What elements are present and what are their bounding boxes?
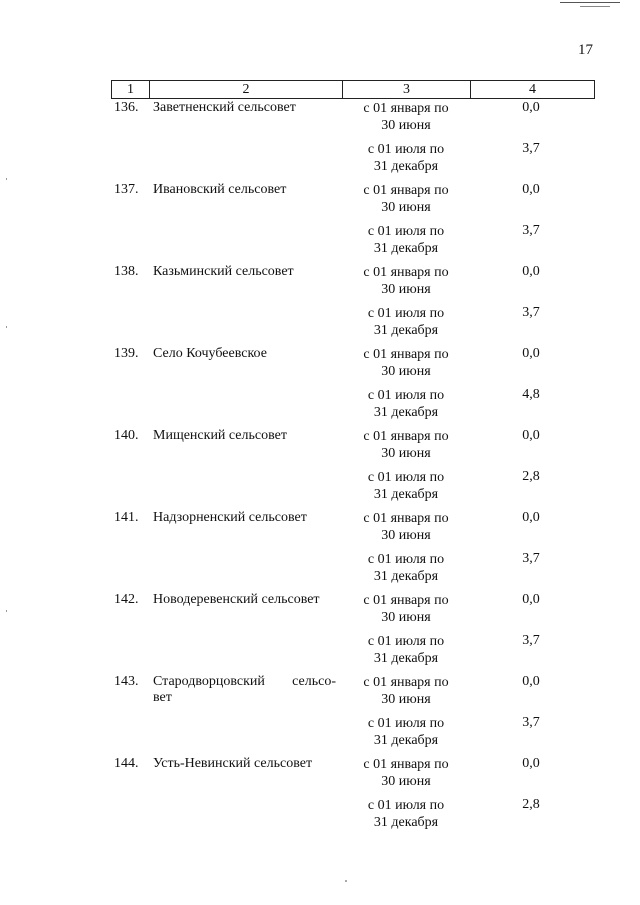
period-first-half: с 01 января по 30 июня — [363, 593, 449, 625]
row-number: 137. — [114, 182, 139, 197]
table-row — [111, 510, 595, 592]
margin-dot — [6, 326, 7, 328]
row-number: 143. — [114, 674, 139, 689]
value-first-half: 0,0 — [522, 182, 540, 197]
row-number: 136. — [114, 100, 139, 115]
table-row — [111, 428, 595, 510]
value-second-half: 4,8 — [522, 387, 540, 402]
table-row — [111, 346, 595, 428]
period-first-half: с 01 января по 30 июня — [363, 675, 449, 707]
period-second-half: с 01 июля по 31 декабря — [367, 224, 445, 256]
table-row — [111, 756, 595, 838]
page-number: 17 — [578, 42, 593, 58]
table-row — [111, 182, 595, 264]
value-first-half: 0,0 — [522, 346, 540, 361]
municipality-name: Казьминский сельсовет — [153, 264, 294, 279]
municipality-name-line-2: вет — [153, 690, 172, 705]
period-second-half: с 01 июля по 31 декабря — [367, 552, 445, 584]
row-number: 139. — [114, 346, 139, 361]
scan-speck — [345, 880, 347, 882]
value-first-half: 0,0 — [522, 100, 540, 115]
table-row — [111, 100, 595, 182]
value-first-half: 0,0 — [522, 428, 540, 443]
period-second-half: с 01 июля по 31 декабря — [367, 798, 445, 830]
table-row — [111, 592, 595, 674]
table-row — [111, 264, 595, 346]
row-number: 142. — [114, 592, 139, 607]
row-number: 140. — [114, 428, 139, 443]
municipality-name-line-1: Стародворцовский сельсо- — [153, 674, 336, 689]
municipality-name: Заветненский сельсовет — [153, 100, 296, 115]
period-first-half: с 01 января по 30 июня — [363, 347, 449, 379]
period-second-half: с 01 июля по 31 декабря — [367, 634, 445, 666]
row-number: 144. — [114, 756, 139, 771]
municipality-name: Усть-Невинский сельсовет — [153, 756, 313, 771]
period-second-half: с 01 июля по 31 декабря — [367, 142, 445, 174]
scan-mark — [560, 2, 620, 3]
row-number: 138. — [114, 264, 139, 279]
header-col-4: 4 — [529, 82, 536, 97]
value-first-half: 0,0 — [522, 674, 540, 689]
municipality-name: Мищенский сельсовет — [153, 428, 287, 443]
value-second-half: 3,7 — [522, 633, 540, 648]
scan-mark — [580, 6, 610, 7]
value-second-half: 3,7 — [522, 223, 540, 238]
value-second-half: 3,7 — [522, 141, 540, 156]
row-number: 141. — [114, 510, 139, 525]
value-second-half: 2,8 — [522, 797, 540, 812]
municipality-name — [153, 674, 336, 706]
value-first-half: 0,0 — [522, 592, 540, 607]
municipality-name: Село Кочубеевское — [153, 346, 267, 361]
period-second-half: с 01 июля по 31 декабря — [367, 388, 445, 420]
municipality-name: Ивановский сельсовет — [153, 182, 287, 197]
municipality-name: Новодеревенский сельсовет — [153, 592, 320, 607]
period-second-half: с 01 июля по 31 декабря — [367, 470, 445, 502]
value-second-half: 2,8 — [522, 469, 540, 484]
period-second-half: с 01 июля по 31 декабря — [367, 306, 445, 338]
value-first-half: 0,0 — [522, 756, 540, 771]
period-first-half: с 01 января по 30 июня — [363, 265, 449, 297]
value-first-half: 0,0 — [522, 510, 540, 525]
value-second-half: 3,7 — [522, 551, 540, 566]
value-first-half: 0,0 — [522, 264, 540, 279]
period-first-half: с 01 января по 30 июня — [363, 511, 449, 543]
value-second-half: 3,7 — [522, 715, 540, 730]
table-header — [111, 80, 595, 99]
margin-dot — [6, 178, 7, 180]
value-second-half: 3,7 — [522, 305, 540, 320]
period-first-half: с 01 января по 30 июня — [363, 101, 449, 133]
period-second-half: с 01 июля по 31 декабря — [367, 716, 445, 748]
period-first-half: с 01 января по 30 июня — [363, 183, 449, 215]
period-first-half: с 01 января по 30 июня — [363, 757, 449, 789]
period-first-half: с 01 января по 30 июня — [363, 429, 449, 461]
table-body — [111, 100, 595, 838]
municipality-name: Надзорненский сельсовет — [153, 510, 307, 525]
header-col-1: 1 — [112, 81, 150, 98]
header-col-2: 2 — [150, 81, 343, 98]
margin-dot — [6, 610, 7, 612]
header-col-3: 3 — [343, 81, 471, 98]
table-row — [111, 674, 595, 756]
